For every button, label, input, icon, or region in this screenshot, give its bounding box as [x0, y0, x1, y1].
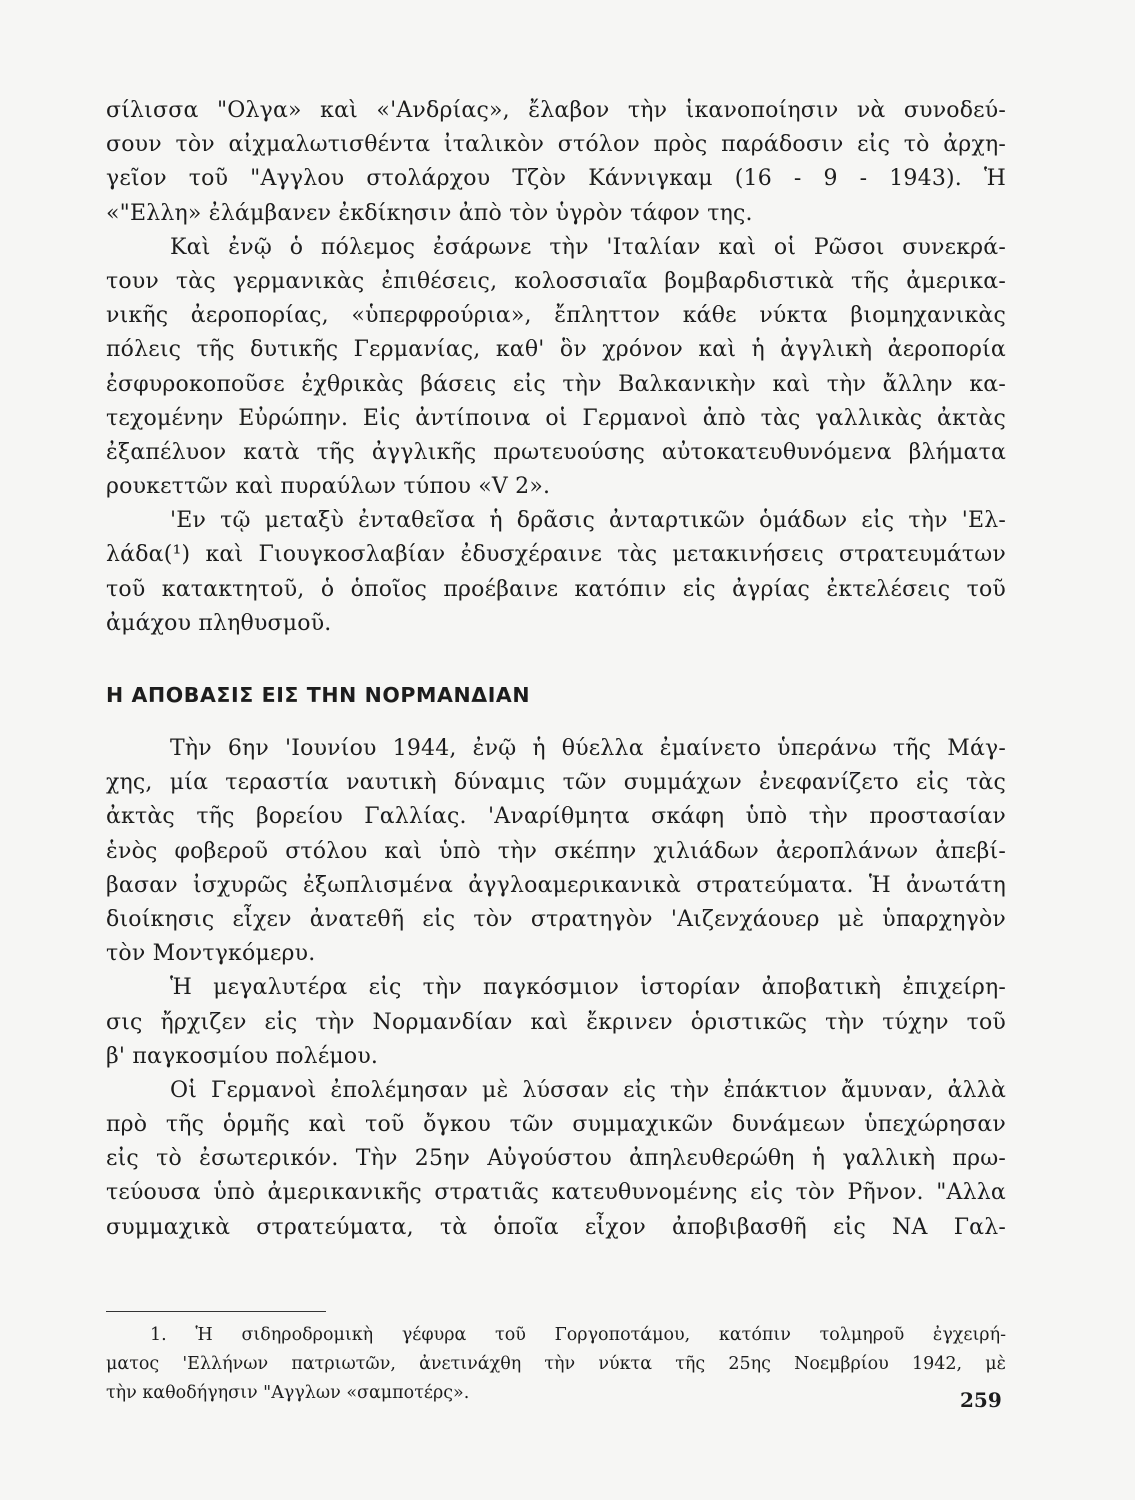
text-line: ρουκεττῶν καὶ πυραύλων τύπου «V 2». [106, 474, 551, 500]
text-line: σουν τὸν αἰχμαλωτισθέντα ἰταλικὸν στόλον πρὸς παράδοσιν εἰς τὸ ἀρχη- [106, 132, 1006, 158]
footnotes [106, 1321, 1006, 1412]
text-line: τοῦ κατακτητοῦ, ὁ ὁποῖος προέβαινε κατόπιν εἰς ἀγρίας ἐκτελέσεις τοῦ [106, 576, 1006, 602]
text-line: γεῖον τοῦ "Αγγλου στολάρχου Τζὸν Κάννιγκαμ (16 - 9 - 1943). Ἡ [106, 166, 1006, 192]
text-line: Καὶ ἐνῷ ὁ πόλεμος ἐσάρωνε τὴν 'Ιταλίαν καὶ οἱ Ρῶσοι συνεκρά- [170, 234, 1006, 260]
text-line: ἀκτὰς τῆς βορείου Γαλλίας. 'Αναρίθμητα σκάφη ὑπὸ τὴν προστασίαν [106, 804, 1006, 830]
text-line: ἐξαπέλυον κατὰ τῆς ἀγγλικῆς πρωτευούσης αὐτοκατευθυνόμενα βλήματα [106, 439, 1006, 465]
text-line: σίλισσα "Ολγα» καὶ «'Ανδρίας», ἔλαβον τὴν ἱκανοποίησιν νὰ συνοδεύ- [106, 98, 1006, 123]
text-line: τουν τὰς γερμανικὰς ἐπιθέσεις, κολοσσιαῖα βομβαρδιστικὰ τῆς ἀμερικα- [106, 268, 1006, 294]
text-line: διοίκησις εἶχεν ἀνατεθῆ εἰς τὸν στρατηγὸν 'Αιζενχάουερ μὲ ὑπαρχηγὸν [106, 906, 1006, 932]
text-line: τὸν Μοντγκόμερυ. [106, 941, 316, 967]
text-line: Τὴν 6ην 'Ιουνίου 1944, ἐνῷ ἡ θύελλα ἐμαίνετο ὑπεράνω τῆς Μάγ- [170, 736, 1006, 761]
text-line: βασαν ἰσχυρῶς ἐξωπλισμένα ἀγγλοαμερικανικὰ στρατεύματα. Ἡ ἀνωτάτη [106, 872, 1006, 898]
text-line: «"Ελλη» ἐλάμβανεν ἐκδίκησιν ἀπὸ τὸν ὑγρὸν τάφον της. [106, 200, 753, 226]
text-line: λάδα(¹) καὶ Γιουγκοσλαβίαν ἐδυσχέραινε τὰς μετακινήσεις στρατευμάτων [106, 542, 1006, 568]
footnote-line: 1. Ἡ σιδηροδρομικὴ γέφυρα τοῦ Γοργοποτάμου, κατόπιν τολμηροῦ ἐγχειρή- [150, 1325, 1006, 1345]
text-line: σις ἤρχιζεν εἰς τὴν Νορμανδίαν καὶ ἔκρινεν ὁριστικῶς τὴν τύχην τοῦ [106, 1009, 1006, 1035]
text-line: νικῆς ἀεροπορίας, «ὑπερφρούρια», ἔπληττον κάθε νύκτα βιομηχανικὰς [106, 303, 1006, 329]
text-line: χης, μία τεραστία ναυτικὴ δύναμις τῶν συμμάχων ἐνεφανίζετο εἰς τὰς [106, 770, 1006, 796]
text-line: εἰς τὸ ἐσωτερικόν. Τὴν 25ην Αὐγούστου ἀπηλευθερώθη ἡ γαλλικὴ πρω- [106, 1146, 1006, 1172]
text-line: συμμαχικὰ στρατεύματα, τὰ ὁποῖα εἶχον ἀποβιβασθῆ εἰς ΝΑ Γαλ- [106, 1214, 1006, 1240]
page-number: 259 [960, 1388, 1002, 1412]
text-line: πόλεις τῆς δυτικῆς Γερμανίας, καθ' ὃν χρόνον καὶ ἡ ἀγγλικὴ ἀεροπορία [106, 337, 1006, 363]
text-line: β' παγκοσμίου πολέμου. [106, 1043, 379, 1069]
text-line: ἐσφυροκοποῦσε ἐχθρικὰς βάσεις εἰς τὴν Βαλκανικὴν καὶ τὴν ἄλλην κα- [106, 371, 1006, 397]
text-block-lower [106, 732, 1006, 1245]
section-heading: Η ΑΠΟΒΑΣΙΣ ΕΙΣ ΤΗΝ ΝΟΡΜΑΝΔΙΑΝ [106, 683, 531, 707]
text-line: ἑνὸς φοβεροῦ στόλου καὶ ὑπὸ τὴν σκέπην χιλιάδων ἀεροπλάνων ἀπεβί- [106, 838, 1006, 864]
text-line: Ἡ μεγαλυτέρα εἰς τὴν παγκόσμιον ἱστορίαν ἀποβατικὴ ἐπιχείρη- [170, 975, 1006, 1001]
text-line: ἀμάχου πληθυσμοῦ. [106, 610, 332, 636]
text-line: τεχομένην Εὐρώπην. Εἰς ἀντίποινα οἱ Γερμανοὶ ἀπὸ τὰς γαλλικὰς ἀκτὰς [106, 405, 1006, 431]
footnote-line: ματος 'Ελλήνων πατριωτῶν, ἀνετινάχθη τὴν νύκτα τῆς 25ης Νοεμβρίου 1942, μὲ [106, 1354, 1006, 1374]
text-line: πρὸ τῆς ὁρμῆς καὶ τοῦ ὄγκου τῶν συμμαχικῶν δυνάμεων ὑπεχώρησαν [106, 1112, 1006, 1138]
footnote-divider [106, 1311, 326, 1312]
text-line: τεύουσα ὑπὸ ἀμερικανικῆς στρατιᾶς κατευθυνομένης εἰς τὸν Ρῆνον. "Αλλα [106, 1180, 1006, 1206]
text-block-upper [106, 94, 1006, 641]
text-line: 'Εν τῷ μεταξὺ ἐνταθεῖσα ἡ δρᾶσις ἀνταρτικῶν ὁμάδων εἰς τὴν 'Ελ- [170, 508, 1006, 534]
text-line: Οἱ Γερμανοὶ ἐπολέμησαν μὲ λύσσαν εἰς τὴν ἐπάκτιον ἄμυναν, ἀλλὰ [170, 1077, 1006, 1103]
footnote-line: τὴν καθοδήγησιν "Αγγλων «σαμποτέρς». [106, 1383, 470, 1403]
